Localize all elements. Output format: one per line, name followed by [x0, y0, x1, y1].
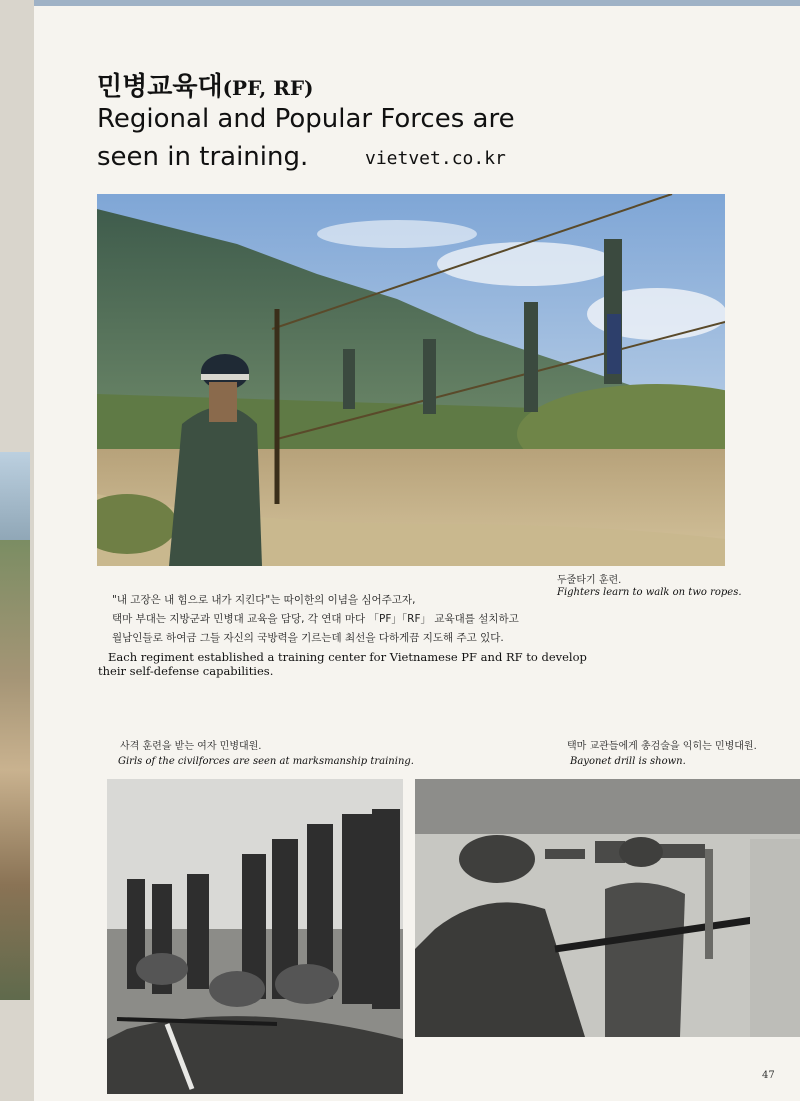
title-english: Regional and Popular Forces are seen in training. — [97, 104, 515, 172]
body-korean — [112, 591, 582, 648]
top-photo-caption-english: Fighters learn to walk on two ropes. — [557, 587, 742, 598]
top-photo-caption-korean: 두줄타기 훈련. — [557, 575, 622, 586]
website-watermark: vietvet.co.kr — [365, 148, 506, 169]
title-korean — [97, 66, 314, 103]
page-number: 47 — [762, 1070, 775, 1081]
bottom-right-caption-korean: 택마 교관들에게 총검술을 익히는 민병대원. — [567, 741, 757, 752]
photo-bayonet-drill — [415, 779, 800, 1037]
photo-marksmanship-training — [107, 779, 403, 1094]
previous-page-edge — [0, 0, 34, 1101]
bottom-left-caption-korean: 사격 훈련을 받는 여자 민병대원. — [120, 741, 262, 752]
title-korean-paren: (PF, RF) — [222, 76, 314, 100]
previous-page-photo-sky — [0, 452, 30, 542]
body-english: Each regiment established a training center for Vietnamese PF and RF to develop their self-defense capabilities. — [98, 650, 587, 678]
bottom-left-caption-english: Girls of the civilforces are seen at marksmanship training. — [118, 756, 414, 767]
title-korean-text: 민병교육대 — [97, 72, 223, 102]
body-korean-line: 월남인들로 하여금 그들 자신의 국방력을 기르는데 최선을 다하게끔 지도해 주고 있다. — [112, 632, 504, 644]
body-korean-line: "내 고장은 내 힘으로 내가 지킨다"는 따이한의 이념을 심어주고자, — [112, 594, 416, 606]
body-korean-line: 택마 부대는 지방군과 민병대 교육을 담당, 각 연대 마다 「PF」「RF」 교육대를 설치하고 — [112, 613, 519, 625]
previous-page-photo — [0, 540, 30, 1000]
bottom-right-caption-english: Bayonet drill is shown. — [570, 756, 686, 767]
photo-rope-bridge-training — [97, 194, 725, 566]
